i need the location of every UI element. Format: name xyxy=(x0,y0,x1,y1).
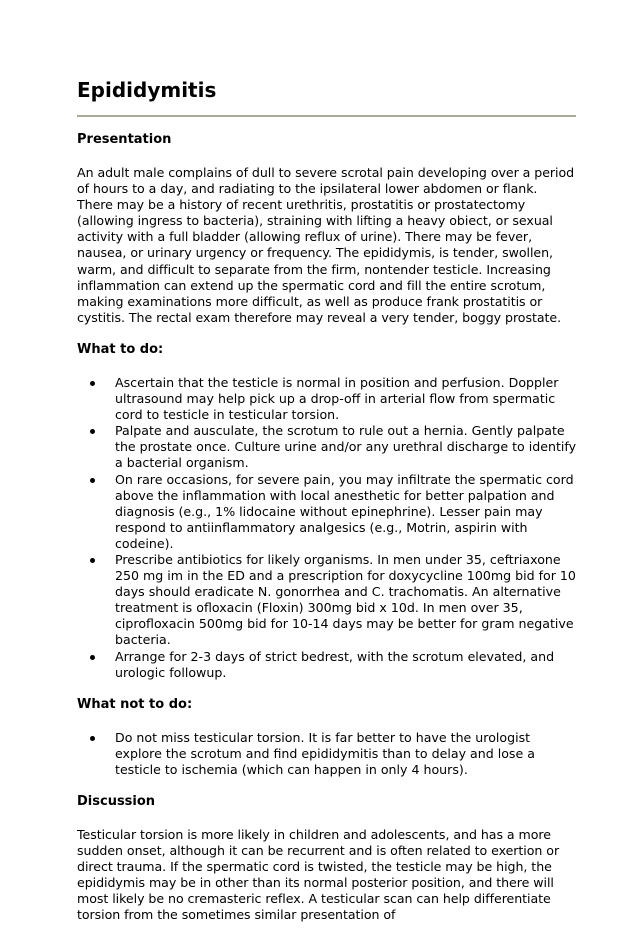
presentation-heading: Presentation xyxy=(77,132,172,147)
list-item-text: On rare occasions, for severe pain, you may infiltrate the spermatic cord above the inflammation with local anesthetic for better palpation and diagnosis (e.g., 1% lidocaine without epinephrine). Lesser pain may respond to antiinflammatory analgesics (e.g., Motrin, aspirin with codeine). xyxy=(115,471,574,551)
bullet-icon xyxy=(90,381,95,386)
discussion-heading: Discussion xyxy=(77,794,156,809)
list-item xyxy=(115,423,577,471)
page-title: Epididymitis xyxy=(77,78,217,102)
what-to-do-list xyxy=(77,375,577,681)
discussion-paragraph: Testicular torsion is more likely in children and adolescents, and has a more sudden onset, although it can be recurrent and is often related to exertion or direct trauma. If the spermatic cord is twisted, the testicle may be high, the epididymis may be in other than its normal posterior position, and there will most likely be no cremasteric reflex. A testicular scan can help differentiate torsion from the sometimes similar presentation of xyxy=(77,827,560,923)
what-to-do-heading: What to do: xyxy=(77,341,164,357)
bullet-icon xyxy=(90,655,95,660)
bullet-icon xyxy=(90,478,95,483)
list-item xyxy=(115,552,577,649)
list-item-text: Palpate and ausculate, the scrotum to rule out a hernia. Gently palpate the prostate once. Culture urine and/or any urethral discharge to identify a bacterial organism. xyxy=(115,423,577,471)
what-not-to-do-heading: What not to do: xyxy=(77,696,193,712)
list-item-text: Do not miss testicular torsion. It is far better to have the urologist explore the scrotum and find epididymitis than to delay and lose a testicle to ischemia (which can happen in only 4 hours). xyxy=(115,729,535,777)
presentation-paragraph: An adult male complains of dull to severe scrotal pain developing over a period of hours to a day, and radiating to the ipsilateral lower abdomen or flank. There may be a history of recent urethritis, prostatitis or prostatectomy (allowing ingress to bacteria), straining with lifting a heavy obiect, or sexual activity with a full bladder (allowing reflux of urine). There may be fever, nausea, or urinary urgency or frequency. The epididymis, is tender, swollen, warm, and difficult to separate from the firm, nontender testicle. Increasing inflammation can extend up the spermatic cord and fill the entire scrotum, making examinations more difficult, as well as produce frank prostatitis or cystitis. The rectal exam therefore may reveal a very tender, boggy prostate. xyxy=(77,165,575,325)
bullet-icon xyxy=(90,558,95,563)
list-item-text: Prescribe antibiotics for likely organisms. In men under 35, ceftriaxone 250 mg im in the ED and a prescription for doxycycline 100mg bid for 10 days should eradicate N. gonorrhea and C. trachomatis. An alternative treatment is ofloxacin (Floxin) 300mg bid x 10d. In men over 35, ciprofloxacin 500mg bid for 10-14 days may be better for gram negative bacteria. xyxy=(115,551,576,648)
bullet-icon xyxy=(90,736,95,741)
list-item xyxy=(115,730,577,778)
list-item xyxy=(115,649,577,681)
list-item xyxy=(115,472,577,552)
what-not-to-do-list xyxy=(77,730,577,778)
title-divider xyxy=(77,115,576,117)
bullet-icon xyxy=(90,429,95,434)
list-item-text: Arrange for 2-3 days of strict bedrest, with the scrotum elevated, and urologic followup. xyxy=(115,648,555,680)
document-body xyxy=(77,131,577,939)
list-item xyxy=(115,375,577,423)
list-item-text: Ascertain that the testicle is normal in position and perfusion. Doppler ultrasound may help pick up a drop-off in arterial flow from spermatic cord to testicle in testicular torsion. xyxy=(115,374,559,423)
